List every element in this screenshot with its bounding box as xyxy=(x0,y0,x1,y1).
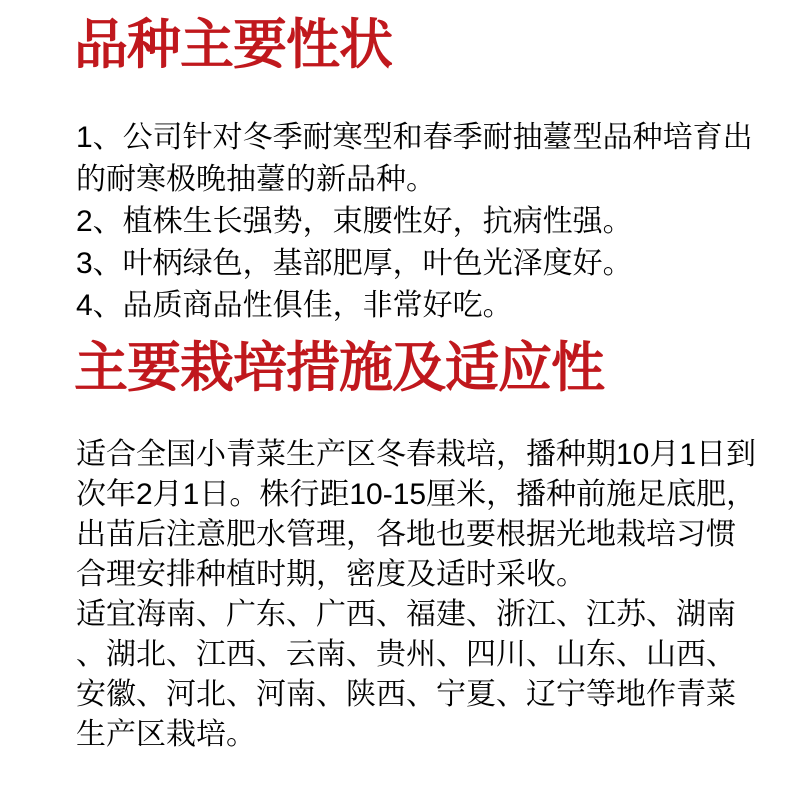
text-line: 1、公司针对冬季耐寒型和春季耐抽薹型品种培育出 xyxy=(76,121,753,155)
text-line: 适宜海南、广东、广西、福建、浙江、江苏、湖南 xyxy=(76,597,736,631)
variety-traits-paragraph xyxy=(76,117,753,327)
text-line: 4、品质商品性俱佳，非常好吃。 xyxy=(76,289,513,323)
text-line: 适合全国小青菜生产区冬春栽培，播种期10月1日到 xyxy=(76,437,757,471)
text-line: 3、叶柄绿色，基部肥厚，叶色光泽度好。 xyxy=(76,247,633,281)
section-title-variety-traits: 品种主要性状 xyxy=(74,15,392,75)
text-line: 出苗后注意肥水管理，各地也要根据光地栽培习惯 xyxy=(76,517,736,551)
text-line: 、湖北、江西、云南、贵州、四川、山东、山西、 xyxy=(76,637,736,671)
text-line: 合理安排种植时期，密度及适时采收。 xyxy=(76,557,586,591)
text-line: 生产区栽培。 xyxy=(76,717,256,751)
text-line: 安徽、河北、河南、陕西、宁夏、辽宁等地作青菜 xyxy=(76,677,736,711)
text-line: 次年2月1日。株行距10-15厘米，播种前施足底肥， xyxy=(76,477,757,511)
cultivation-measures-paragraph xyxy=(76,435,757,755)
section-title-cultivation-measures: 主要栽培措施及适应性 xyxy=(74,338,604,399)
text-line: 的耐寒极晚抽薹的新品种。 xyxy=(76,163,436,197)
text-line: 2、植株生长强势，束腰性好，抗病性强。 xyxy=(76,205,633,239)
